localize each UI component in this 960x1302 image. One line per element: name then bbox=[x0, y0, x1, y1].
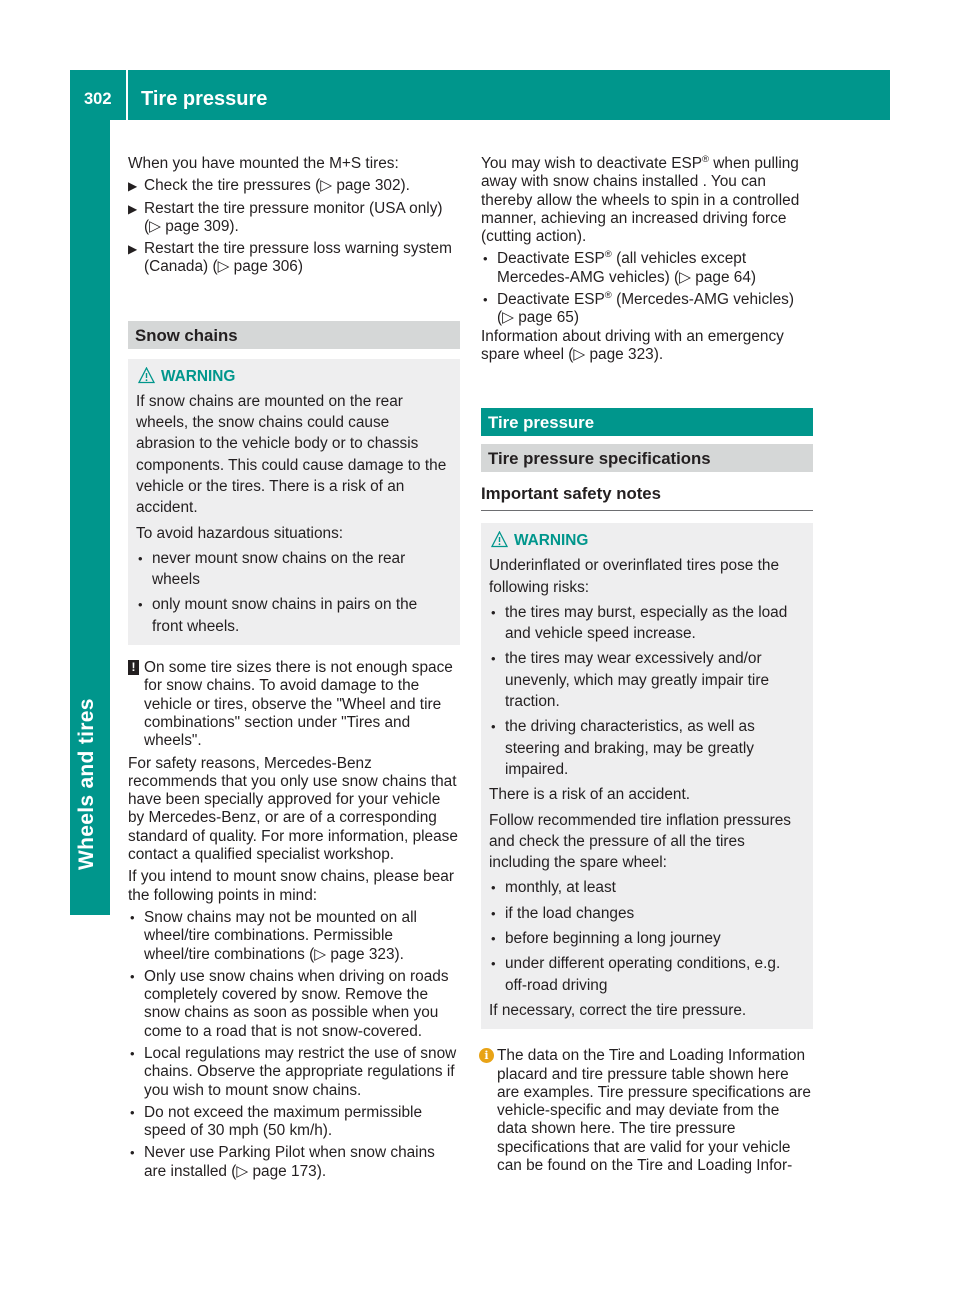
info-icon: i bbox=[479, 1048, 494, 1063]
step-text: Check the tire pressures (▷ page 302). bbox=[144, 177, 410, 195]
step-item bbox=[128, 200, 460, 237]
warning-bullet: • under different operating conditions, e.g. off-road driving bbox=[491, 955, 781, 994]
warning-title: WARNING bbox=[489, 531, 805, 551]
subsection-heading: Tire pressure specifications bbox=[481, 444, 813, 472]
list-item: • Snow chains may not be mounted on all wheel/tire combinations. Permissible wheel/tire combinations (▷ page 323). bbox=[130, 908, 417, 963]
warning-bullet: • if the load changes bbox=[489, 903, 805, 924]
step-item bbox=[128, 177, 460, 195]
step-arrow-icon: ▶ bbox=[128, 201, 138, 216]
warning-triangle-icon bbox=[138, 367, 155, 384]
caution-note bbox=[128, 659, 460, 750]
warning-bullet: • before beginning a long journey bbox=[489, 928, 805, 949]
info-note bbox=[481, 1047, 813, 1175]
bullet-dot: • bbox=[130, 1145, 135, 1161]
page-title: Tire pressure bbox=[141, 88, 268, 110]
bullet-dot: • bbox=[483, 292, 488, 308]
left-column bbox=[128, 155, 460, 1181]
bullet-dot: • bbox=[138, 597, 143, 613]
bullet-dot: • bbox=[491, 604, 496, 620]
warning-bullet: • monthly, at least bbox=[489, 877, 805, 898]
mst-intro: When you have mounted the M+S tires: bbox=[128, 155, 399, 172]
paragraph: For safety reasons, Mercedes-Benz recommends that you only use snow chains that have been specially approved for your vehicle by Mercedes-Benz, or are of a corresponding standard of quality. For more information, please contact a qualified specialist workshop. bbox=[128, 754, 458, 864]
section-heading: Tire pressure bbox=[481, 408, 813, 436]
right-column bbox=[481, 155, 813, 1175]
safety-notes-heading: Important safety notes bbox=[481, 484, 813, 511]
list-item: • Do not exceed the maximum permissible speed of 30 mph (50 km/h). bbox=[130, 1103, 423, 1140]
step-text: Restart the tire pressure monitor (USA only) (▷ page 309). bbox=[144, 199, 443, 235]
bullet-dot: • bbox=[130, 1045, 135, 1061]
esp-intro: You may wish to deactivate ESP® when pulling away with snow chains installed . You can thereby allow the wheels to spin in a controlled manner, achieving an increased driving force (cutting action). bbox=[481, 154, 800, 246]
bullet-dot: • bbox=[491, 719, 496, 735]
bullet-dot: • bbox=[491, 956, 496, 972]
list-item: • Only use snow chains when driving on roads completely covered by snow. Remove the snow chains as soon as possible when you come to a road that is not snow-covered. bbox=[130, 967, 449, 1040]
bullet-dot: • bbox=[483, 251, 488, 267]
warning-bullet: • the tires may burst, especially as the load and vehicle speed increase. bbox=[491, 603, 788, 643]
bullet-dot: • bbox=[491, 880, 496, 896]
note-text: On some tire sizes there is not enough space for snow chains. To avoid damage to the vehicle or tires, observe the "Wheel and tire combinations" section under "Tires and wheels". bbox=[144, 659, 453, 750]
info-text: The data on the Tire and Loading Information placard and tire pressure table shown here are examples. Tire pressure specifications are vehicle-specific and may deviate from the data shown here. The tire pressure specifications that are valid for your vehicle can be found on the Tire and Loading Infor- bbox=[497, 1047, 811, 1174]
bullet-dot: • bbox=[491, 931, 496, 947]
warning-text: To avoid hazardous situations: bbox=[136, 524, 344, 542]
warning-bullet: • the tires may wear excessively and/or unevenly, which may greatly impair tire traction. bbox=[491, 650, 770, 711]
warning-text: Underinflated or overinflated tires pose the following risks: bbox=[489, 557, 780, 596]
warning-text: If snow chains are mounted on the rear wheels, the snow chains could cause abrasion to the vehicle body or to chassis components. This could cause damage to the vehicle or the tires. There is a risk of an accident. bbox=[136, 392, 447, 517]
warning-text: If necessary, correct the tire pressure. bbox=[489, 1001, 747, 1019]
bullet-dot: • bbox=[130, 968, 135, 984]
step-item bbox=[128, 240, 460, 277]
header-divider bbox=[126, 70, 128, 120]
warning-text: There is a risk of an accident. bbox=[489, 786, 691, 804]
list-item: • Deactivate ESP® (all vehicles except Mercedes-AMG vehicles) (▷ page 64) bbox=[483, 249, 757, 286]
list-item: • Never use Parking Pilot when snow chains are installed (▷ page 173). bbox=[130, 1144, 435, 1180]
bullet-dot: • bbox=[491, 651, 496, 667]
bullet-dot: • bbox=[130, 1104, 135, 1120]
warning-title: WARNING bbox=[136, 367, 452, 387]
bullet-dot: • bbox=[138, 550, 143, 566]
bullet-dot: • bbox=[130, 909, 135, 925]
warning-bullet: • the driving characteristics, as well as steering and braking, may be greatly impaired. bbox=[491, 718, 755, 778]
warning-text: Follow recommended tire inflation pressures and check the pressure of all the tires including the spare wheel: bbox=[489, 811, 791, 872]
bullet-dot: • bbox=[491, 905, 496, 921]
paragraph: If you intend to mount snow chains, please bear the following points in mind: bbox=[128, 868, 454, 904]
step-text: Restart the tire pressure loss warning system (Canada) (▷ page 306) bbox=[144, 240, 452, 276]
page-header bbox=[70, 70, 890, 120]
tire-pressure-warning bbox=[481, 523, 813, 1029]
list-item: • Local regulations may restrict the use of snow chains. Observe the appropriate regulations if you wish to mount snow chains. bbox=[130, 1044, 457, 1099]
exclamation-icon: ! bbox=[128, 660, 139, 675]
page-number: 302 bbox=[84, 90, 112, 108]
warning-triangle-icon bbox=[491, 531, 508, 548]
warning-bullet: • only mount snow chains in pairs on the front wheels. bbox=[138, 596, 418, 635]
snow-chains-warning bbox=[128, 359, 460, 645]
warning-bullet: • never mount snow chains on the rear wheels bbox=[138, 549, 406, 589]
chapter-label: Wheels and tires bbox=[75, 698, 98, 870]
step-arrow-icon: ▶ bbox=[128, 179, 138, 194]
paragraph: Information about driving with an emergency spare wheel (▷ page 323). bbox=[481, 327, 784, 363]
step-arrow-icon: ▶ bbox=[128, 242, 138, 257]
snow-chains-heading: Snow chains bbox=[128, 321, 460, 349]
list-item: • Deactivate ESP® (Mercedes-AMG vehicles) (▷ page 65) bbox=[483, 290, 794, 327]
